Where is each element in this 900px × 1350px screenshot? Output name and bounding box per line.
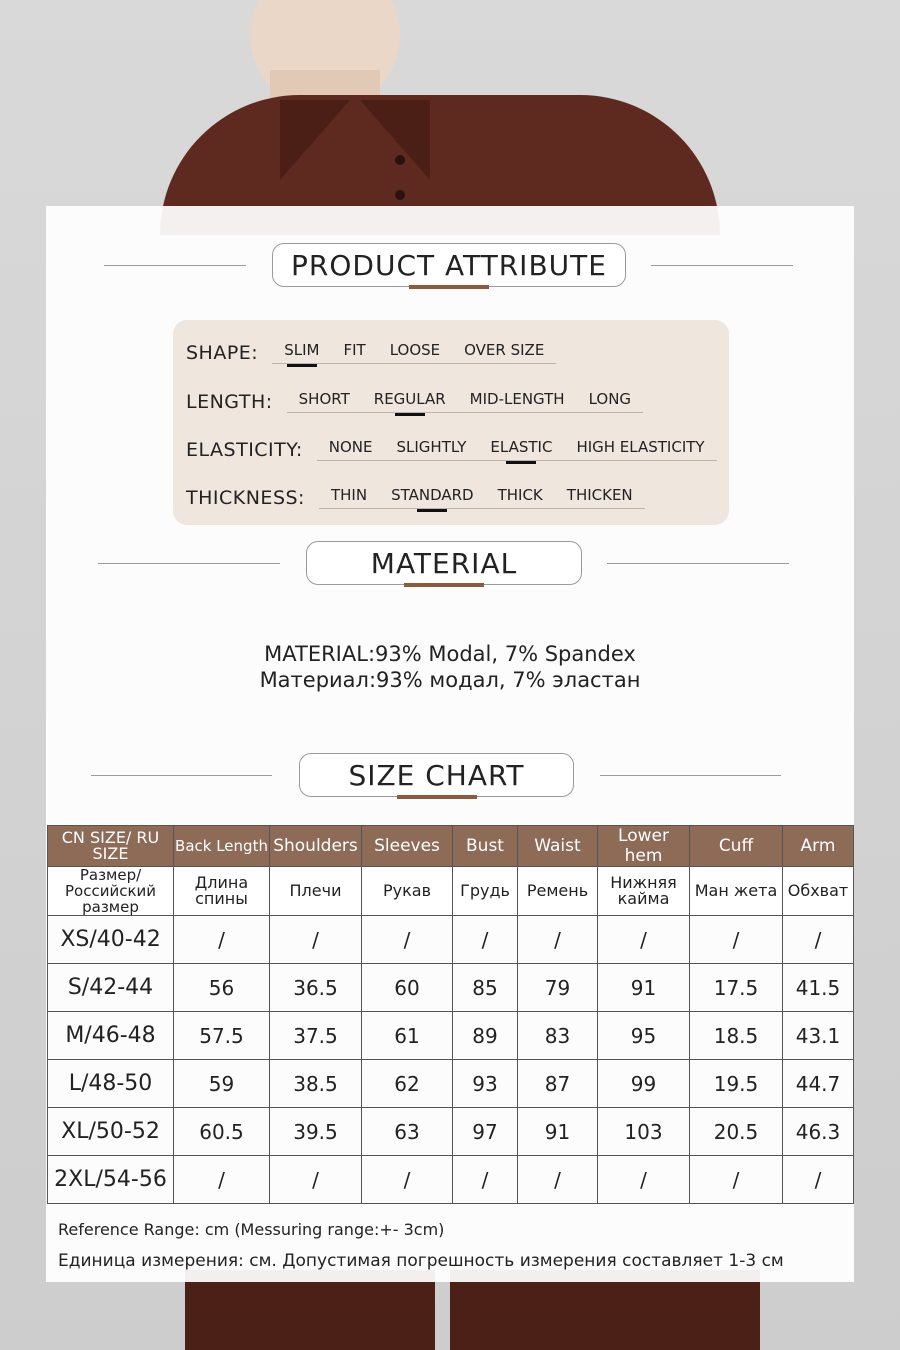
measurement-cell: 36.5 [270, 964, 362, 1012]
header-cell-en: Sleeves [362, 826, 453, 867]
header-cell-en: Lower hem [598, 826, 690, 867]
measurement-cell: 41.5 [783, 964, 854, 1012]
measurement-cell: 18.5 [690, 1012, 783, 1060]
attribute-label: ELASTICITY: [186, 439, 303, 461]
measurement-cell: / [174, 916, 270, 964]
attribute-option: NONE [328, 438, 373, 456]
measurement-cell: 83 [518, 1012, 598, 1060]
attribute-option: SLIGHTLY [396, 438, 467, 456]
header-cell-ru: Ман жета [690, 867, 783, 916]
table-row [48, 916, 854, 964]
header-cell-ru: Плечи [270, 867, 362, 916]
attribute-option: FIT [343, 341, 366, 359]
divider-line [651, 265, 793, 266]
measurement-cell: 63 [362, 1108, 453, 1156]
header-cell-en: Shoulders [270, 826, 362, 867]
header-cell-en: CN SIZE/ RU SIZE [48, 826, 174, 867]
attribute-option-selected: REGULAR [373, 390, 446, 408]
measurement-cell: 56 [174, 964, 270, 1012]
table-row [48, 1012, 854, 1060]
table-header-en [48, 826, 854, 867]
measurement-cell: 62 [362, 1060, 453, 1108]
attribute-row [186, 479, 645, 509]
attribute-option: LOOSE [389, 341, 441, 359]
attribute-option-selected: SLIM [284, 341, 320, 359]
measurement-cell: / [174, 1156, 270, 1204]
header-cell-ru: Обхват [783, 867, 854, 916]
divider-line [98, 563, 280, 564]
attribute-option: THICK [497, 486, 543, 504]
measurement-cell: / [598, 1156, 690, 1204]
measurement-cell: 89 [453, 1012, 518, 1060]
measurement-cell: / [783, 916, 854, 964]
measurement-cell: / [690, 916, 783, 964]
measurement-cell: / [783, 1156, 854, 1204]
header-cell-ru: Грудь [453, 867, 518, 916]
size-label-cell: XS/40-42 [48, 916, 174, 964]
measurement-cell: 43.1 [783, 1012, 854, 1060]
measurement-cell: 39.5 [270, 1108, 362, 1156]
measurement-cell: 17.5 [690, 964, 783, 1012]
measurement-cell: 38.5 [270, 1060, 362, 1108]
header-cell-ru: Размер/ Российский размер [48, 867, 174, 916]
measurement-cell: / [518, 916, 598, 964]
attribute-option-selected: STANDARD [391, 486, 474, 504]
size-label-cell: XL/50-52 [48, 1108, 174, 1156]
size-label-cell: 2XL/54-56 [48, 1156, 174, 1204]
measurement-cell: 99 [598, 1060, 690, 1108]
measurement-cell: 61 [362, 1012, 453, 1060]
attribute-label: SHAPE: [186, 342, 259, 364]
measurement-cell: 60.5 [174, 1108, 270, 1156]
measurement-cell: / [598, 916, 690, 964]
measurement-cell: 57.5 [174, 1012, 270, 1060]
material-en: MATERIAL:93% Modal, 7% Spandex [264, 642, 636, 666]
measurement-cell: 79 [518, 964, 598, 1012]
divider-line [607, 563, 789, 564]
attribute-label: THICKNESS: [186, 487, 305, 509]
divider-line [104, 265, 246, 266]
header-cell-en: Arm [783, 826, 854, 867]
measurement-cell: 59 [174, 1060, 270, 1108]
measurement-cell: 91 [598, 964, 690, 1012]
measurement-cell: 19.5 [690, 1060, 783, 1108]
measurement-cell: 60 [362, 964, 453, 1012]
attribute-row [186, 334, 556, 364]
attribute-option: THICKEN [566, 486, 633, 504]
material-heading: MATERIAL [306, 541, 582, 585]
measurement-cell: 44.7 [783, 1060, 854, 1108]
measurement-cell: / [453, 1156, 518, 1204]
attribute-row [186, 431, 717, 461]
attribute-option-selected: ELASTIC [490, 438, 553, 456]
size-chart-heading: SIZE CHART [299, 753, 574, 797]
measurement-cell: 97 [453, 1108, 518, 1156]
measurement-cell: 91 [518, 1108, 598, 1156]
attribute-option: MID-LENGTH [469, 390, 565, 408]
measurement-cell: 103 [598, 1108, 690, 1156]
divider-line [600, 775, 781, 776]
attribute-option: OVER SIZE [464, 341, 545, 359]
measurement-cell: / [518, 1156, 598, 1204]
measurement-cell: / [270, 1156, 362, 1204]
header-cell-en: Cuff [690, 826, 783, 867]
table-header-ru [48, 867, 854, 916]
measurement-cell: 93 [453, 1060, 518, 1108]
measurement-cell: 87 [518, 1060, 598, 1108]
attribute-options [317, 438, 717, 461]
attribute-option: THIN [330, 486, 368, 504]
measurement-cell: / [362, 916, 453, 964]
size-label-cell: M/46-48 [48, 1012, 174, 1060]
attribute-row [186, 383, 643, 413]
reference-note-ru: Единица измерения: см. Допустимая погрешность измерения составляет 1-3 см [58, 1251, 784, 1271]
header-cell-ru: Ремень [518, 867, 598, 916]
table-row [48, 964, 854, 1012]
table-row [48, 1156, 854, 1204]
header-cell-en: Back Length [174, 826, 270, 867]
attribute-options [272, 341, 556, 364]
header-cell-en: Waist [518, 826, 598, 867]
measurement-cell: / [270, 916, 362, 964]
size-chart-table [47, 825, 854, 1204]
measurement-cell: 20.5 [690, 1108, 783, 1156]
measurement-cell: / [690, 1156, 783, 1204]
attribute-option: HIGH ELASTICITY [576, 438, 705, 456]
reference-note-en: Reference Range: cm (Messuring range:+- 3cm) [58, 1220, 445, 1239]
header-cell-ru: Длина спины [174, 867, 270, 916]
header-cell-en: Bust [453, 826, 518, 867]
measurement-cell: / [362, 1156, 453, 1204]
table-row [48, 1108, 854, 1156]
measurement-cell: 95 [598, 1012, 690, 1060]
measurement-cell: 37.5 [270, 1012, 362, 1060]
table-row [48, 1060, 854, 1108]
product-attribute-heading: PRODUCT ATTRIBUTE [272, 243, 626, 287]
attribute-label: LENGTH: [186, 391, 273, 413]
attribute-option: LONG [588, 390, 632, 408]
measurement-cell: 85 [453, 964, 518, 1012]
header-cell-ru: Нижняя кайма [598, 867, 690, 916]
header-cell-ru: Рукав [362, 867, 453, 916]
measurement-cell: 46.3 [783, 1108, 854, 1156]
measurement-cell: / [453, 916, 518, 964]
size-label-cell: S/42-44 [48, 964, 174, 1012]
attribute-option: SHORT [298, 390, 350, 408]
size-label-cell: L/48-50 [48, 1060, 174, 1108]
attribute-options [319, 486, 645, 509]
divider-line [91, 775, 272, 776]
material-ru: Материал:93% модал, 7% эластан [259, 668, 641, 692]
attribute-options [287, 390, 643, 413]
